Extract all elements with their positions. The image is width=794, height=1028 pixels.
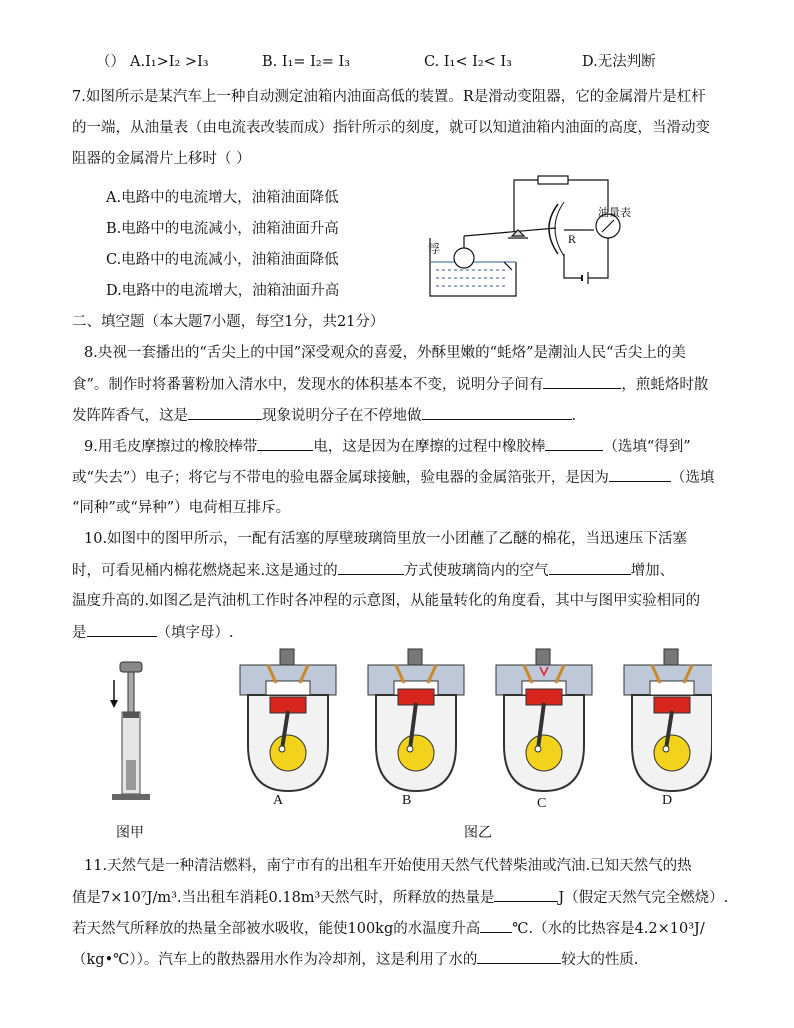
piston bbox=[526, 689, 562, 705]
engine-strokes-figure bbox=[232, 645, 712, 795]
q9-line1 bbox=[84, 436, 691, 457]
engine-strokes-svg bbox=[232, 645, 712, 795]
engine-stroke-a bbox=[240, 649, 336, 791]
q6-option-a: A.I₁>I₂ >I₃ bbox=[130, 54, 209, 70]
q6-option-b: B. I₁= I₂= I₃ bbox=[262, 54, 351, 70]
spark-plug bbox=[408, 649, 422, 665]
q8-line2-text-b: ，煎蚝烙时散 bbox=[621, 377, 709, 393]
fuel-gauge-circuit-svg bbox=[428, 174, 640, 302]
q11-line4 bbox=[72, 949, 638, 970]
q7-option-b: B.电路中的电流减小，油箱油面升高 bbox=[106, 221, 339, 237]
q11-blank-3 bbox=[477, 949, 561, 964]
q7-option-d: D.电路中的电流增大，油箱油面升高 bbox=[106, 283, 340, 299]
q8-blank-1 bbox=[543, 374, 621, 389]
crankshaft-wheel bbox=[270, 735, 306, 771]
crankshaft-wheel bbox=[398, 735, 434, 771]
spark-plug bbox=[536, 649, 550, 665]
q11-line4-text-b: 较大的性质. bbox=[561, 952, 639, 968]
crank-pin bbox=[663, 746, 669, 752]
crank-pin bbox=[407, 746, 413, 752]
q10-line2 bbox=[72, 560, 674, 581]
figure-jia-caption: 图甲 bbox=[116, 826, 144, 841]
engine-stroke-c bbox=[496, 649, 592, 791]
piston bbox=[398, 689, 434, 705]
q9-line1-text-c: （选填“得到” bbox=[603, 439, 691, 455]
crank-pin bbox=[279, 746, 285, 752]
q9-line3: “同种”或“异种”）电荷相互排斥。 bbox=[72, 500, 291, 516]
q7-option-c: C.电路中的电流减小，油箱油面降低 bbox=[106, 252, 339, 268]
q11-line2-text-b: J（假定天然气完全燃烧）. bbox=[558, 890, 729, 906]
q10-blank-1 bbox=[338, 560, 404, 575]
fuel-meter-label: 油量表 bbox=[598, 207, 631, 219]
stroke-label-a: A bbox=[273, 793, 284, 808]
q10-line1: 10.如图中的图甲所示，一配有活塞的厚壁玻璃筒里放一小团蘸了乙醚的棉花，当迅速压下活塞 bbox=[84, 531, 688, 547]
stroke-label-b: B bbox=[402, 793, 412, 808]
spark-plug bbox=[280, 649, 294, 665]
engine-stroke-d bbox=[624, 649, 712, 791]
q11-blank-1 bbox=[494, 887, 558, 902]
fire-syringe-figure bbox=[108, 660, 154, 820]
q8-blank-2 bbox=[188, 405, 262, 420]
q11-line4-text-a: （kg•℃））。汽车上的散热器用水作为冷却剂，这是利用了水的 bbox=[72, 952, 478, 968]
q11-line3-text-b: ℃.（水的比热容是4.2×10³J/ bbox=[512, 921, 705, 937]
q10-line2-text-c: 增加、 bbox=[630, 563, 675, 579]
crankshaft-wheel bbox=[654, 735, 690, 771]
q11-line2-text-a: 值是7×10⁷J/m³.当出租车消耗0.18m³天然气时，所释放的热量是 bbox=[72, 890, 495, 906]
q7-stem-line2: 的一端，从油量表（由电流表改装而成）指针所示的刻度，就可以知道油箱内油面的高度，当滑动变 bbox=[72, 120, 710, 136]
crankshaft-wheel bbox=[526, 735, 562, 771]
crank-pin bbox=[535, 746, 541, 752]
rheostat-label: R bbox=[568, 232, 577, 246]
section-fill-in-title: 二、填空题（本大题7小题，每空1分，共21分） bbox=[72, 314, 385, 330]
q9-blank-3 bbox=[609, 467, 671, 482]
q6-option-d: D.无法判断 bbox=[582, 54, 656, 70]
q9-line2-text-a: 或“失去”）电子；将它与不带电的验电器金属球接触，验电器的金属箔张开，是因为 bbox=[72, 470, 609, 486]
q6-bracket: （） bbox=[96, 54, 125, 70]
piston bbox=[270, 697, 306, 713]
q8-line3-text-c: . bbox=[571, 408, 577, 424]
q7-stem-line1: 7.如图所示是某汽车上一种自动测定油箱内油面高低的装置。R是滑动变阻器，它的金属滑片是杠杆 bbox=[72, 89, 706, 105]
q9-line2-text-b: （选填 bbox=[670, 470, 715, 486]
q11-line3 bbox=[72, 918, 705, 939]
q9-line1-text-b: 电，这是因为在摩擦的过程中橡胶棒 bbox=[313, 439, 546, 455]
q10-line4-text-a: 是 bbox=[72, 625, 87, 641]
q8-line3-text-b: 现象说明分子在不停地做 bbox=[262, 408, 422, 424]
q8-line2-text-a: 食”。制作时将番薯粉加入清水中，发现水的体积基本不变，说明分子间有 bbox=[72, 377, 544, 393]
q7-stem-line3: 阻器的金属滑片上移时（ ） bbox=[72, 151, 251, 167]
q9-line1-text-a: 9.用毛皮摩擦过的橡胶棒带 bbox=[84, 439, 258, 455]
q11-line3-text-a: 若天然气所释放的热量全部被水吸收，能使100kg的水温度升高 bbox=[72, 921, 481, 937]
q10-line2-text-b: 方式使玻璃筒内的空气 bbox=[403, 563, 549, 579]
combustion-chamber bbox=[266, 681, 310, 695]
float-label: 浮 bbox=[428, 242, 441, 256]
stroke-label-d: D bbox=[662, 793, 673, 808]
q6-option-c: C. I₁< I₂< I₃ bbox=[424, 54, 512, 70]
q8-blank-3 bbox=[422, 405, 572, 420]
q10-line2-text-a: 时，可看见桶内棉花燃烧起来.这是通过的 bbox=[72, 563, 338, 579]
q10-line4-text-b: （填字母）. bbox=[156, 625, 234, 641]
q7-option-a: A.电路中的电流增大，油箱油面降低 bbox=[106, 190, 339, 206]
q11-blank-2 bbox=[480, 918, 512, 933]
q10-line4 bbox=[72, 622, 234, 643]
figure-yi-caption: 图乙 bbox=[464, 826, 492, 841]
q9-blank-2 bbox=[545, 436, 603, 451]
q9-blank-1 bbox=[257, 436, 313, 451]
q11-line1: 11.天然气是一种清洁燃料，南宁市有的出租车开始使用天然气代替柴油或汽油.已知天然气的热 bbox=[84, 858, 692, 874]
q8-line3-text-a: 发阵阵香气，这是 bbox=[72, 408, 188, 424]
fuel-gauge-circuit-figure bbox=[428, 174, 640, 302]
q10-blank-3 bbox=[87, 622, 157, 637]
piston bbox=[654, 697, 690, 713]
q8-line1: 8.央视一套播出的“舌尖上的中国”深受观众的喜爱，外酥里嫩的“蚝烙”是潮汕人民“舌尖上的美 bbox=[84, 345, 686, 361]
stroke-label-c: C bbox=[537, 796, 547, 811]
q8-line2 bbox=[72, 374, 708, 395]
fire-syringe-svg bbox=[108, 660, 154, 820]
spark-plug bbox=[664, 649, 678, 665]
q9-line2 bbox=[72, 467, 714, 488]
combustion-chamber bbox=[650, 681, 694, 695]
q10-blank-2 bbox=[549, 560, 631, 575]
q11-line2 bbox=[72, 887, 728, 908]
engine-stroke-b bbox=[368, 649, 464, 791]
q10-line3: 温度升高的.如图乙是汽油机工作时各冲程的示意图，从能量转化的角度看，其中与图甲实验相同的 bbox=[72, 593, 701, 609]
q8-line3 bbox=[72, 405, 576, 426]
